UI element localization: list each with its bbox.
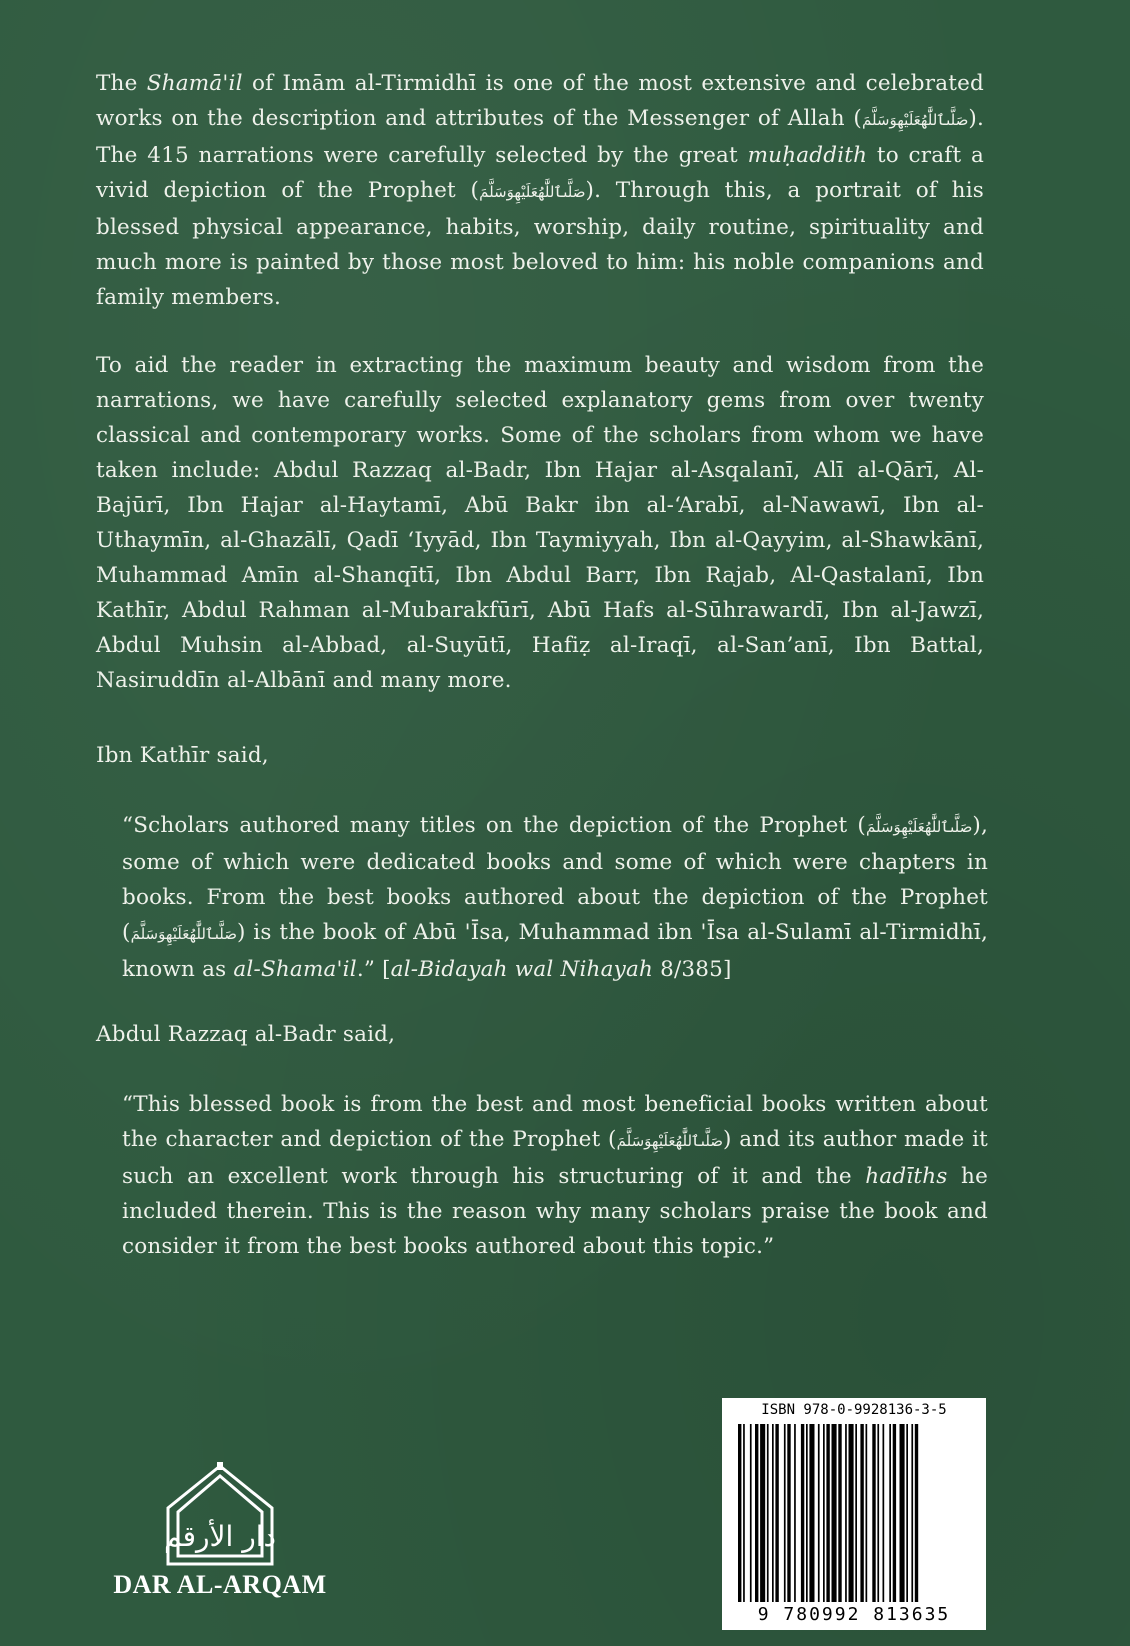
quote-intro-ibn-kathir xyxy=(96,738,984,773)
quote-intro-abdul-razzaq xyxy=(96,1017,984,1052)
barcode-bar xyxy=(866,1424,868,1602)
text-segment: he included therein. This is the reason why many scholars praise the book and consider it from the best books authored about this topic.” xyxy=(122,1164,988,1259)
publisher-arabic-name: دار الأرقم xyxy=(164,1520,276,1553)
citation-title: al-Bidayah wal Nihayah xyxy=(390,957,654,982)
text-segment: The xyxy=(96,71,147,96)
italic-term: al-Shama'il xyxy=(233,957,357,982)
quote-abdul-razzaq xyxy=(122,1087,988,1264)
barcode-bar xyxy=(743,1424,745,1602)
salawat-honorific: صَلَّىٱللَّٰهُعَلَيْهِوَسَلَّمَ xyxy=(479,183,586,201)
italic-term: Shamā'il xyxy=(146,71,243,96)
text-segment: 8/385] xyxy=(653,957,732,982)
barcode-bar xyxy=(775,1424,778,1602)
salawat-honorific: صَلَّىٱللَّٰهُعَلَيْهِوَسَلَّمَ xyxy=(861,111,969,129)
barcode-bar xyxy=(755,1424,758,1602)
barcode-bar xyxy=(889,1424,891,1602)
barcode-bar xyxy=(750,1424,752,1602)
barcode-bar xyxy=(883,1424,885,1602)
scholars-list-text: To aid the reader in extracting the maximum beauty and wisdom from the narrations, we have carefully selected explanatory gems from over twenty classical and contemporary works. Some of the scholars from whom we have taken include: Abdul Razzaq al-Badr, Ibn Hajar al-Asqalanī, Alī al-Qārī, Al-Bajūrī, Ibn Hajar al-Haytamī, Abū Bakr ibn al-‘Arabī, al-Nawawī, Ibn al-Uthaymīn, al-Ghazālī, Qadī ‘Iyyād, Ibn Taymiyyah, Ibn al-Qayyim, al-Shawkānī, Muhammad Amīn al-Shanqītī, Ibn Abdul Barr, Ibn Rajab, Al-Qastalanī, Ibn Kathīr, Abdul Rahman al-Mubarakfūrī, Abū Hafs al-Sūhrawardī, Ibn al-Jawzī, Abdul Muhsin al-Abbad, al-Suyūtī, Hafiẓ al-Iraqī, al-San’anī, Ibn Battal, Nasiruddīn al-Albānī and many more. xyxy=(96,353,984,693)
barcode-bar xyxy=(877,1424,879,1602)
barcode-bar xyxy=(794,1424,796,1602)
text-segment: of Imām al-Tirmidhī is one of the most extensive and celebrated works on the description and attributes of the Messenger of Allah ( xyxy=(96,71,984,131)
barcode-bar xyxy=(767,1424,769,1602)
barcode-bar xyxy=(900,1424,905,1602)
barcode-bar xyxy=(906,1424,908,1602)
italic-term: muḥaddith xyxy=(747,143,868,168)
barcode-bar xyxy=(784,1424,786,1602)
isbn-barcode xyxy=(722,1398,986,1630)
intro-text: Ibn Kathīr said, xyxy=(96,743,269,768)
barcode-bar xyxy=(838,1424,841,1602)
salawat-honorific: صَلَّىٱللَّٰهُعَلَيْهِوَسَلَّمَ xyxy=(865,818,973,836)
intro-text: Abdul Razzaq al-Badr said, xyxy=(96,1022,396,1047)
publisher-logo xyxy=(110,1460,330,1600)
barcode-bar xyxy=(818,1424,820,1602)
italic-term: hadīths xyxy=(865,1164,948,1189)
barcode-bar xyxy=(738,1424,741,1602)
barcode-bar xyxy=(772,1424,774,1602)
quote-ibn-kathir xyxy=(122,808,988,987)
publisher-name: DAR AL-ARQAM xyxy=(113,1570,327,1599)
barcode-bar xyxy=(893,1424,896,1602)
description-paragraph-1 xyxy=(96,66,984,315)
publisher-emblem-icon xyxy=(160,1460,280,1570)
barcode-bar xyxy=(801,1424,804,1602)
barcode-bar xyxy=(787,1424,790,1602)
barcode-bar xyxy=(826,1424,829,1602)
barcode-bar xyxy=(911,1424,913,1602)
barcode-bar xyxy=(823,1424,825,1602)
text-segment: ), some of which were dedicated books and some of which were chapters in books. From the best books authored about the depiction of the Prophet ( xyxy=(122,813,988,945)
text-segment: .” [ xyxy=(356,957,391,982)
barcode-bar xyxy=(845,1424,847,1602)
isbn-digits: 9 780992 813635 xyxy=(757,1604,951,1625)
text-segment: ). The 415 narrations were carefully selected by the great xyxy=(96,106,984,168)
isbn-label: ISBN 978-0-9928136-3-5 xyxy=(761,1402,947,1418)
barcode-bar xyxy=(832,1424,837,1602)
description-paragraph-2 xyxy=(96,348,984,698)
barcode-bar xyxy=(860,1424,863,1602)
barcode-bar xyxy=(855,1424,857,1602)
barcode-bar xyxy=(806,1424,808,1602)
salawat-honorific: صَلَّىٱللَّٰهُعَلَيْهِوَسَلَّمَ xyxy=(616,1132,724,1150)
barcode-bar xyxy=(849,1424,854,1602)
barcode-bar xyxy=(872,1424,875,1602)
text-segment: to craft a vivid depiction of the Prophet ( xyxy=(96,143,985,203)
text-segment: ) is the book of Abū 'Īsa, Muhammad ibn 'Īsa al-Sulamī al-Tirmidhī, known as xyxy=(122,920,988,982)
barcode-bars-icon xyxy=(736,1424,972,1604)
barcode-bar xyxy=(760,1424,765,1602)
barcode-bar xyxy=(809,1424,814,1602)
barcode-bar xyxy=(915,1424,918,1602)
text-segment: “Scholars authored many titles on the depiction of the Prophet ( xyxy=(122,813,866,838)
salawat-honorific: صَلَّىٱللَّٰهُعَلَيْهِوَسَلَّمَ xyxy=(130,925,237,943)
text-segment: “This blessed book is from the best and most beneficial books written about the character and depiction of the Prophet ( xyxy=(122,1092,988,1152)
text-segment: ) and its author made it such an excellent work through his structuring of it and the xyxy=(122,1127,988,1189)
text-segment: ). Through this, a portrait of his blessed physical appearance, habits, worship, daily routine, spirituality and much more is painted by those most beloved to him: his noble companions and family members. xyxy=(96,178,985,310)
